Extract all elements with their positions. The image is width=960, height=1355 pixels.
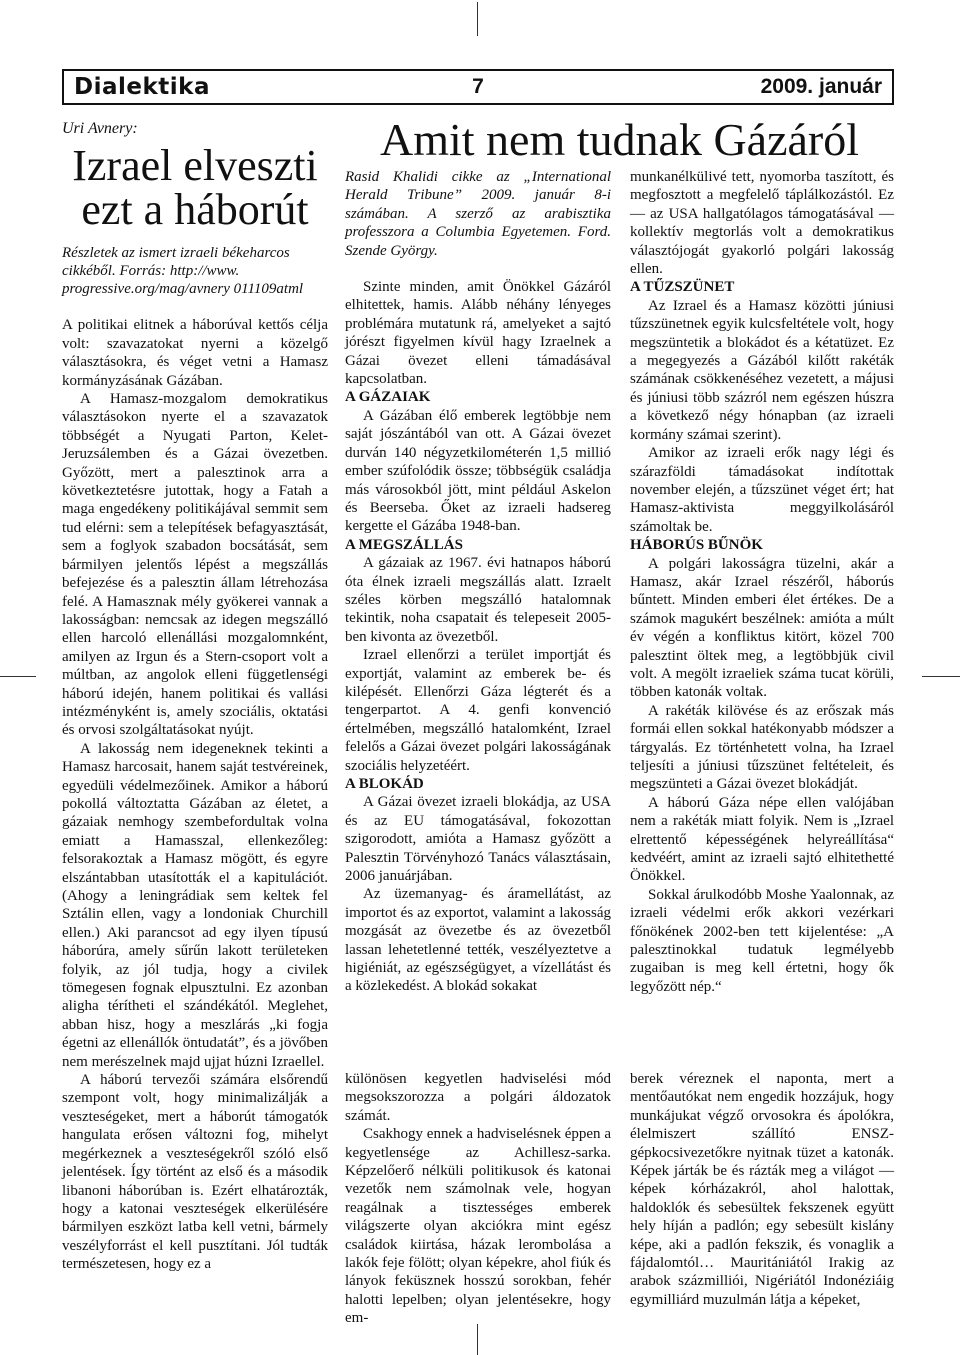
article-paragraph: Az Izrael és a Hamasz közötti júniusi tűzszünetnek egyik kulcsfeltétele volt, hogy megszüntetik a blokádot és a kétatüzet. Ez a megegyezés a Gázából kilőtt rakéták számának csökkenéséhez vezetett, a májusi és júniusi több százról nem egészen húszra a következő négy hónapban (az izraeli kormány számai szerint).: [630, 297, 894, 443]
crop-mark-bottom: [477, 1324, 478, 1355]
author-kicker: Uri Avnery:: [62, 120, 138, 137]
right-article-col3-continued: [630, 1070, 894, 1309]
article-paragraph: A gázaiak az 1967. évi hatnapos háború óta élnek izraeli megszállás alatt. Izraelt széles körben megszálló hatalomnak tekintik, noha csapatait és telepeseit 2005-ben kivonta az övezetből.: [345, 555, 611, 645]
article-paragraph: Amikor az izraeli erők nagy légi és szárazföldi támadásokat indítottak november elején, a tűzszünet véget ért; hat Hamasz-aktivista meggyilkolásáról számoltak be.: [630, 445, 894, 535]
crop-mark-top: [477, 2, 478, 36]
page-header: [62, 69, 894, 105]
right-article-col2-continued: [345, 1070, 611, 1328]
left-paragraph: A politikai elitnek a háborúval kettős célja volt: szavazatokat nyerni a közelgő választásokra, és véget vetni a Hamasz kormányzásának Gázában.: [62, 317, 328, 389]
section-heading: A MEGSZÁLLÁS: [345, 536, 463, 553]
article-paragraph: Sokkal árulkodóbb Moshe Yaalonnak, az izraeli védelmi erők akkori vezérkari főnökének 2002-ben tett kijelentése: „A palesztinokkal tudatuk legmélyebb zugaiban is meg kell értetni, hogy ők legyőzött nép.“: [630, 886, 894, 995]
issue-date: 2009. január: [760, 75, 882, 98]
left-article-lead: Részletek az ismert izraeli békeharcos cikkéből. Forrás: http://www. progressive.org/mag/avnery 011109atml: [62, 245, 304, 298]
page-number: 7: [472, 75, 484, 98]
right-article-intro: Rasid Khalidi cikke az „International Herald Tribune” 2009. január 8-i számában. A szerző az arabisztika professzora a Columbia Egyetemen. Ford. Szende György.: [345, 169, 611, 259]
section-heading: HÁBORÚS BŰNÖK: [630, 537, 763, 554]
article-paragraph: A polgári lakosságra tüzelni, akár a Hamasz, akár Izrael részéről, háborús bűntett. Minden emberi élet értékes. De a számok magukért beszélnek: amióta a múlt év végén a konfliktus kitört, közel 700 palesztint öltek meg, a legtöbbjük civil volt. A megölt izraeliek száma tucat körüli, többen katonák voltak.: [630, 555, 894, 701]
left-paragraph: A háború tervezői számára elsőrendű szempont volt, hogy minimalizálják a veszteségeket, mert a háborút támogatók hangulata erősen változni fog, mihelyt megérkeznek a veszteségekről szóló első jelentések. Így történt az első és a második libanoni háborúban is. Ezért elhatározták, hogy a katonai veszteségek elkerülésére bármilyen eszközt latba kell vetni, bármely veszélyforrást el kell pusztítani. Jól tudták természetesen, hogy ez a: [62, 1072, 328, 1273]
right-article-col2: [345, 168, 611, 996]
article-paragraph: Szinte minden, amit Önökkel Gázáról elhitettek, hamis. Alább néhány lényeges problémára mutatunk rá, amelyeket a sajtó jórészt figyelmen kívül hagy Izraelnek a Gázai övezet elleni támadásával kapcsolatban.: [345, 279, 611, 388]
article-paragraph: A Gázában élő emberek legtöbbje nem saját jószántából van ott. A Gázai övezet durván 140 négyzetkilométerén 1,5 millió ember szúfolódik össze; többségük családja más városokból jött, mint például Askelon és Beerseba. Őket az izraeli hadsereg kergette el Gázába 1948-ban.: [345, 407, 611, 535]
section-heading: A TŰZSZÜNET: [630, 279, 735, 296]
section-heading: A GÁZAIAK: [345, 389, 431, 406]
article-paragraph: Az üzemanyag- és áramellátást, az importot és az exportot, valamint a lakosság mozgását az övezetbe és az övezetből lassan lehetetlenné tették, veszélyeztetve a higiéniát, az egészségügyet, a vízellátást és a közlekedést. A blokád sokakat: [345, 886, 611, 995]
crop-mark-left: [0, 676, 36, 677]
left-paragraph: A Hamasz-mozgalom demokratikus választásokon nyerte el a szavazatok többségét a Nyugati Parton, Kelet-Jeruzsálemben és a Gázai övezetben. Győzött, mert a palesztinok arra a következtetésre jutottak, hogy a Fatah a maga engedékeny politikájával semmit sem tud elérni: sem a telepítések befagyasztását, sem a foglyok szabadon bocsátását, sem bármilyen jelentős lépést a megszállás befejezése és a palesztin állam létrehozása felé. A Hamasznak mély gyökerei vannak a lakosságban: nemcsak az idegen megszálló ellen harcoló ellenállási mozgalomnként, amilyen az Irgun és a Stern-csoport volt a múltban, az angolok elleni függetlenségi háború idején, hanem politikai és vallási intézményként is, amely szociális, oktatási és orvosi szolgáltatásokat nyújt.: [62, 391, 328, 739]
left-article: [62, 120, 328, 1274]
article-paragraph: különösen kegyetlen hadviselési mód megsokszorozza a polgári áldozatok számát.: [345, 1071, 611, 1124]
crop-mark-right: [922, 676, 960, 677]
section-heading: A BLOKÁD: [345, 776, 424, 792]
article-paragraph: Csakhogy ennek a hadviselésnek éppen a kegyetlensége az Achillesz-sarka. Képzelőerő nélküli politikusok és katonai vezetők nem számolnak vele, hogyan reagálnak a tisztességes emberek világszerte olyan akciókra mint egész családok kiirtása, házak lerombolása a lakók feje fölött; olyan képekre, ahol fiúk és lányok feküsznek hosszú sorokban, fehér halotti lepelben; olyan jelentésekre, hogy em-: [345, 1126, 611, 1327]
article-paragraph: A háború Gáza népe ellen valójában nem a rakéták miatt folyik. Nem is „Izrael elrettentő képességének helyreállítása“ kedvéért, amint az izraeli sajtó elhitethetté Önökkel.: [630, 794, 894, 885]
left-article-title: Izrael elveszti ezt a háborút: [72, 141, 318, 235]
article-paragraph: A Gázai övezet izraeli blokádja, az USA és az EU támogatásával, fokozottan szigorodott, amióta a Hamasz győzött a Palesztin Törvényhozó Tanács választásain, 2006 januárjában.: [345, 794, 611, 885]
article-paragraph: A rakéták kilövése és az erőszak más formái ellen sokkal hatékonyabb módszer a tárgyalás. Ez történhetett volna, ha Izrael teljesíti a júniusi tűzszünet feltételeit, és megszünteti a Gázai övezet blokádját.: [630, 702, 894, 793]
article-paragraph: Izrael ellenőrzi a terület importját és exportját, valamint az emberek be- és kilépését. Ellenőrzi Gáza légterét és a tengerpartot. A 4. genfi konvenció értelmében, megszálló hatalomként, Izrael felelős a Gázai övezet polgári lakosságának szociális helyzetéért.: [345, 647, 611, 774]
left-paragraph: A lakosság nem idegeneknek tekinti a Hamasz harcosait, hanem saját testvéreinek, egyedüli védelmezőinek. Amikor a háború pokollá változtatta Gázában az életet, a gázaiak nemhogy szembefordultak volna emiatt a Hamasszal, ellenkezőleg: felsorakoztak a Hamasz mögött, és egyre elszántabban utasították el a kapitulációt. (Ahogy a leningrádiak sem keltek fel Sztálin ellen, vagy a londoniak Churchill ellen.) Aki parancsot ad egy ilyen típusú háborúra, amely sűrűn lakott területeken folyik, az jól tudja, hogy a civilek tömegesen fognak elpusztulni. Ez azonban aligha térítheti el szándékától. Meglehet, abban hisz, hogy a meszlárás „ki fogja égetni az ellenállók öntudatát”, és a jövőben nem merészelnek majd ujjat húzni Izraellel.: [62, 740, 328, 1070]
publication-name: Dialektika: [74, 74, 210, 100]
right-article-title: Amit nem tudnak Gázáról: [379, 114, 860, 165]
article-paragraph: berek véreznek el naponta, mert a mentőautókat nem engedik hozzájuk, hogy munkájukat végző orvosokra és ápolókra, élelmiszert szállító ENSZ-gépkocsivezetőkre nyitnak tüzet a katonák. Képek járták be és rázták meg a világot — képek kórházakról, ahol halottak, haldoklók és sebesültek fekszenek együtt hely híján a padlón; egy sebesült kislány képe, aki a padlón fekszik, és vonaglik a fájdalomtól… Mauritániától Irakig az arabok százmilliói, Nigériától Indonéziáig egymilliárd muzulmán látja a képeket,: [630, 1071, 894, 1308]
article-paragraph: munkanélkülivé tett, nyomorba taszított, és megfosztott a megfelelő táplálkozástól. Ez — az USA hallgatólagos támogatásával — kollektív megtorlás volt a demokratikus választójogát gyakorló polgári lakosság ellen.: [630, 169, 894, 278]
right-article-col3: [630, 168, 894, 996]
